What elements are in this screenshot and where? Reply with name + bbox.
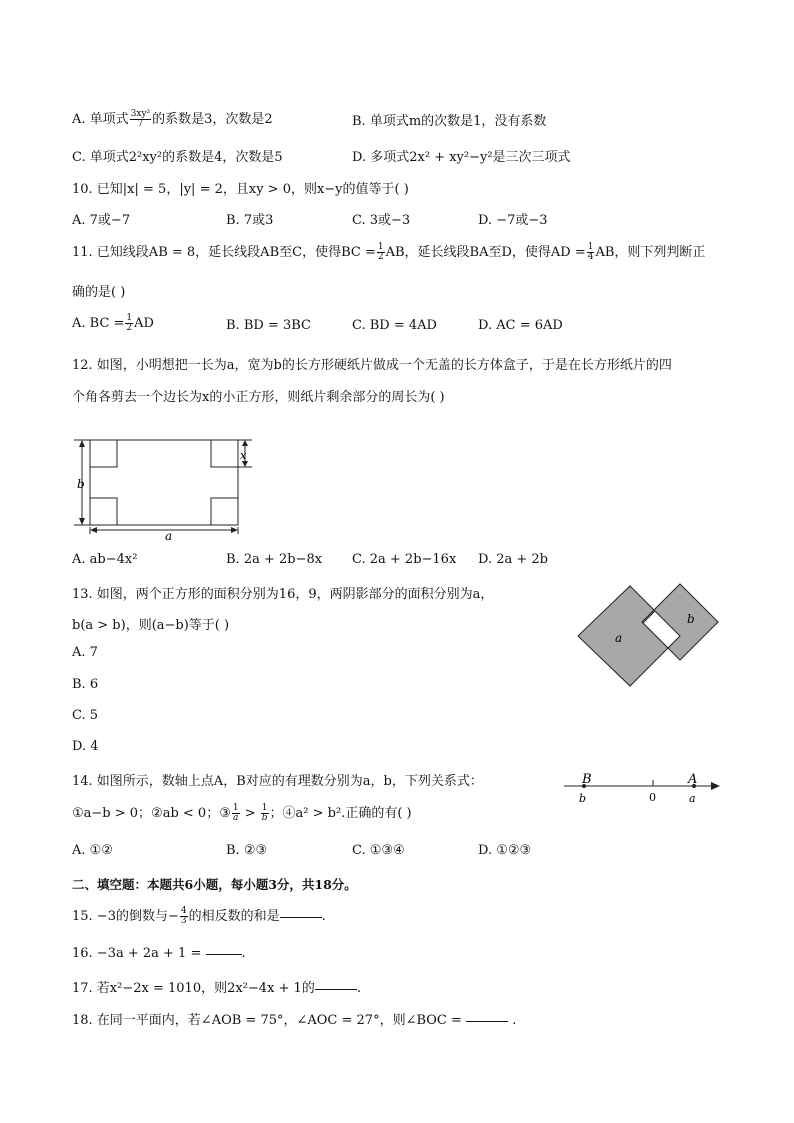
q9-option-c: C. 单项式2²xy²的系数是4，次数是5 xyxy=(72,150,283,165)
q14-f2-den: b xyxy=(261,813,268,823)
section-fill-in-blank-heading: 二、填空题：本题共6小题，每小题3分，共18分。 xyxy=(72,877,357,892)
q12-option-b: B. 2a + 2b−8x xyxy=(226,552,323,567)
q17-question xyxy=(72,977,361,996)
q18-question xyxy=(72,1009,516,1028)
q11-a-num: 1 xyxy=(126,313,133,323)
q15-fraction xyxy=(180,907,188,926)
q15-prefix: 15. −3的倒数与− xyxy=(72,909,179,924)
q12-arrow-a-right xyxy=(231,527,238,533)
q16-question xyxy=(72,946,246,961)
q14-relations-part2: ；④a² > b².正确的有( ) xyxy=(269,806,412,821)
q14-relations-part1: ①a−b > 0；②ab < 0；③ xyxy=(72,806,231,821)
q15-suffix: 的相反数的和是 xyxy=(188,909,280,924)
q12-option-c: C. 2a + 2b−16x xyxy=(352,552,457,567)
q14-stem-line1: 14. 如图所示，数轴上点A，B对应的有理数分别为a，b，下列关系式： xyxy=(72,774,483,789)
q13-option-a: A. 7 xyxy=(72,645,98,660)
q11-option-a xyxy=(72,314,154,333)
q11-stem-line2: 确的是( ) xyxy=(72,285,126,300)
q16-prefix: 16. −3a + 2a + 1 = xyxy=(72,946,202,961)
q9-a-fraction xyxy=(130,110,152,129)
q12-arrow-b-up xyxy=(79,440,85,447)
q14-f2-num: 1 xyxy=(261,803,268,813)
q10-option-d: D. −7或−3 xyxy=(478,213,548,228)
q15-period: . xyxy=(321,909,326,924)
q13-label-a: a xyxy=(615,631,623,645)
q14-greater-than: > xyxy=(244,806,256,821)
q12-label-x: x xyxy=(240,449,247,462)
q12-option-a: A. ab−4x² xyxy=(72,552,138,567)
q9-a-prefix: A. 单项式 xyxy=(72,112,129,127)
q14-option-c: C. ①③④ xyxy=(352,843,405,858)
q12-corner-square-tl xyxy=(90,440,117,467)
q12-stem-line1: 12. 如图，小明想把一长为a，宽为b的长方形硬纸片做成一个无盖的长方体盒子，于是在长方形纸片的四 xyxy=(72,358,672,373)
q14-fraction-1-over-a xyxy=(232,804,240,823)
q10-option-c: C. 3或−3 xyxy=(352,213,411,228)
q11-stem-part3: AB，则下列判断正 xyxy=(595,245,706,260)
q9-a-suffix: 的系数是3，次数是2 xyxy=(152,112,273,127)
q14-f1-num: 1 xyxy=(232,803,239,813)
q9-a-denominator: 7 xyxy=(137,119,144,129)
q12-label-b: b xyxy=(77,477,85,491)
q14-label-zero: 0 xyxy=(649,791,656,804)
q13-stem-line2: b(a > b)，则(a−b)等于( ) xyxy=(72,618,230,633)
q12-arrow-a-left xyxy=(90,527,97,533)
q17-period: . xyxy=(356,981,361,996)
q12-label-a: a xyxy=(165,529,173,542)
q15-question xyxy=(72,905,326,926)
q11-option-b: B. BD = 3BC xyxy=(226,318,311,333)
q12-rectangle-figure xyxy=(70,432,270,542)
q11-stem-part1: 11. 已知线段AB = 8，延长线段AB至C，使得BC = xyxy=(72,245,376,260)
q12-corner-square-tr xyxy=(211,440,238,467)
q9-option-b: B. 单项式m的次数是1，没有系数 xyxy=(352,114,547,129)
q11-a-den: 2 xyxy=(126,323,133,333)
q18-period: . xyxy=(512,1013,517,1028)
q17-prefix: 17. 若x²−2x = 1010，则2x²−4x + 1的 xyxy=(72,981,315,996)
q13-squares-figure xyxy=(572,578,722,694)
q14-label-value-b: b xyxy=(579,792,587,805)
q13-option-c: C. 5 xyxy=(72,708,99,723)
q13-label-b: b xyxy=(687,612,695,626)
q14-number-line xyxy=(560,768,730,808)
q16-answer-blank[interactable] xyxy=(206,953,242,955)
q14-axis-arrow xyxy=(711,782,720,790)
q10-stem: 10. 已知|x| = 5，|y| = 2，且xy > 0，则x−y的值等于( ) xyxy=(72,182,409,197)
q9-option-d: D. 多项式2x² + xy²−y²是三次三项式 xyxy=(352,150,571,165)
q11-frac2-den: 4 xyxy=(587,252,594,262)
q12-corner-square-bl xyxy=(90,498,117,525)
q11-a-fraction xyxy=(125,314,133,333)
q14-option-a: A. ①② xyxy=(72,843,113,858)
q14-option-d: D. ①②③ xyxy=(478,843,532,858)
q13-option-b: B. 6 xyxy=(72,677,99,692)
q17-answer-blank[interactable] xyxy=(315,988,357,990)
q18-prefix: 18. 在同一平面内，若∠AOB = 75°，∠AOC = 27°，则∠BOC = xyxy=(72,1013,462,1028)
q12-option-d: D. 2a + 2b xyxy=(478,552,548,567)
q15-answer-blank[interactable] xyxy=(280,916,322,918)
q14-fraction-1-over-b xyxy=(261,804,269,823)
q9-a-numerator: 3xy² xyxy=(130,109,151,119)
q11-stem xyxy=(72,241,705,262)
q12-corner-square-br xyxy=(211,498,238,525)
q9-option-a xyxy=(72,108,273,129)
q12-stem-line2: 个角各剪去一个边长为x的小正方形，则纸片剩余部分的周长为( ) xyxy=(72,390,445,405)
q14-label-value-a: a xyxy=(689,792,696,805)
q12-arrow-b-down xyxy=(79,518,85,525)
q11-fraction-2 xyxy=(587,243,595,262)
q11-a-prefix: A. BC = xyxy=(72,316,125,331)
q11-option-c: C. BD = 4AD xyxy=(352,318,437,333)
q11-a-suffix: AD xyxy=(134,316,154,331)
q10-option-a: A. 7或−7 xyxy=(72,213,131,228)
q10-option-b: B. 7或3 xyxy=(226,213,274,228)
q14-option-b: B. ②③ xyxy=(226,843,268,858)
q11-option-d: D. AC = 6AD xyxy=(478,318,563,333)
q15-frac-num: 4 xyxy=(180,906,187,916)
q14-f1-den: a xyxy=(233,813,239,823)
q12-paper-rect xyxy=(90,440,238,525)
q13-option-d: D. 4 xyxy=(72,739,99,754)
q11-frac1-den: 2 xyxy=(377,252,384,262)
q11-frac2-num: 1 xyxy=(587,242,594,252)
q14-label-point-a: A xyxy=(688,772,698,787)
q12-arrow-x-up xyxy=(242,440,248,446)
q11-frac1-num: 1 xyxy=(377,242,384,252)
q14-stem-line2 xyxy=(72,802,412,823)
q15-frac-den: 3 xyxy=(180,916,187,926)
q11-fraction-1 xyxy=(377,243,385,262)
q13-stem-line1: 13. 如图，两个正方形的面积分别为16，9，两阴影部分的面积分别为a， xyxy=(72,587,494,602)
q16-period: . xyxy=(241,946,246,961)
q11-stem-part2: AB，延长线段BA至D，使得AD = xyxy=(385,245,586,260)
q18-answer-blank[interactable] xyxy=(466,1020,508,1022)
q14-label-point-b: B xyxy=(582,772,592,787)
